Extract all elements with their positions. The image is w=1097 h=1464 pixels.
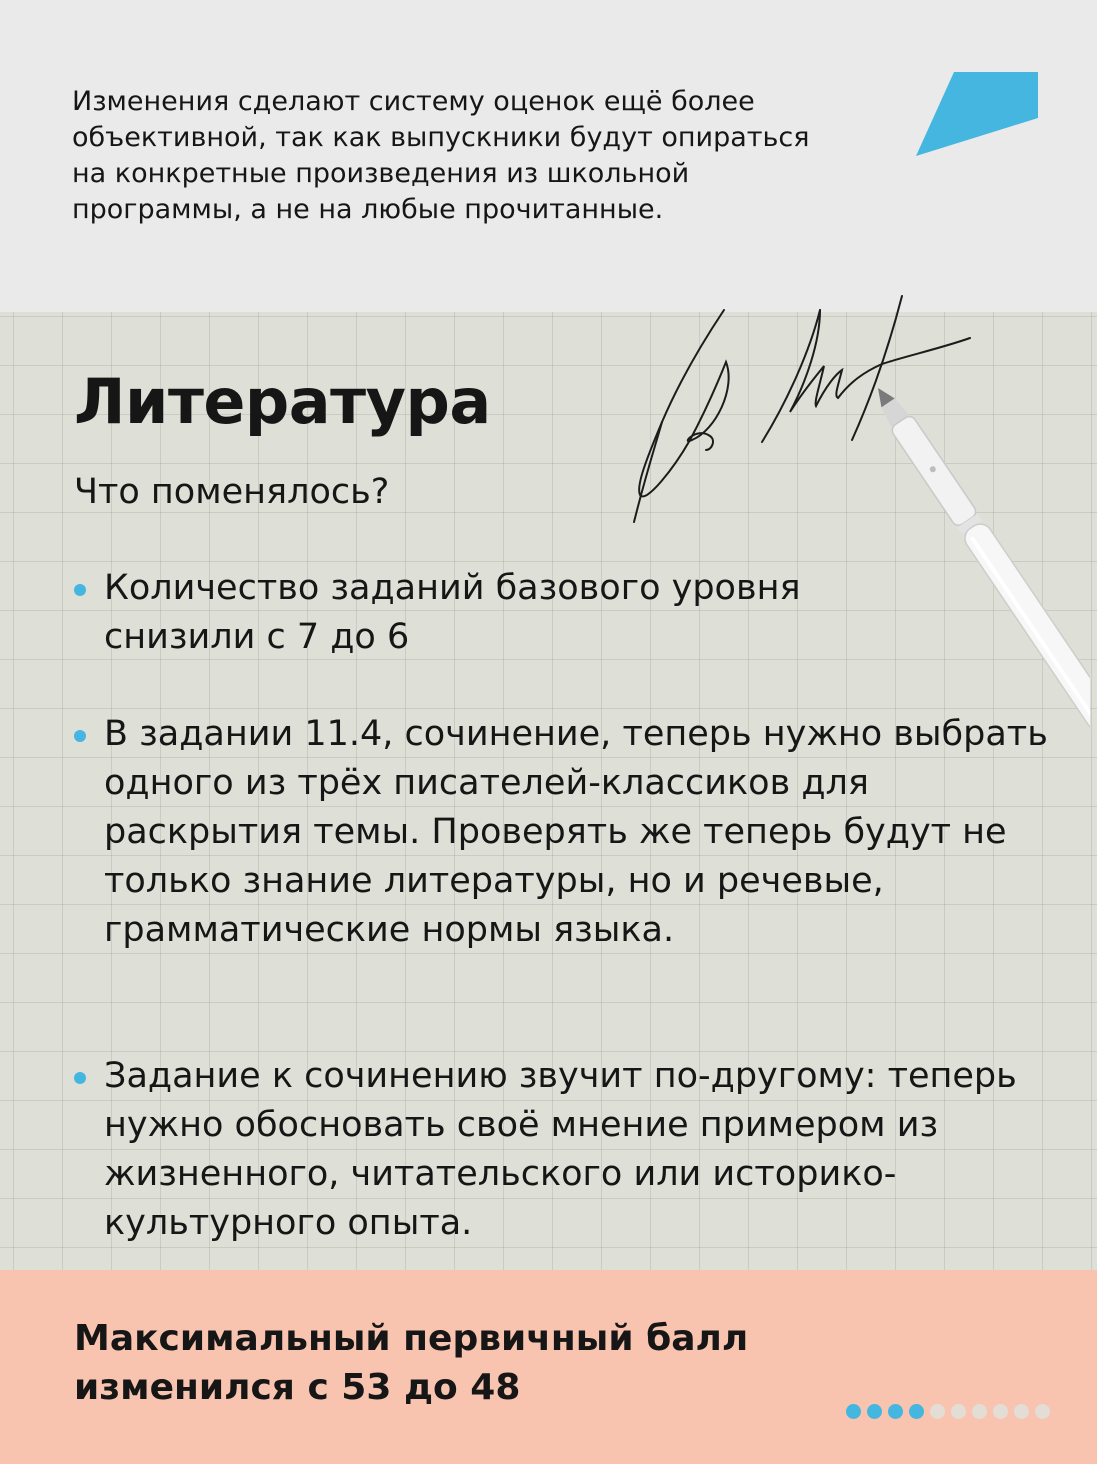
bullet-dot-icon	[74, 584, 86, 596]
page-indicator-dot	[993, 1404, 1008, 1419]
page-indicator-dot	[930, 1404, 945, 1419]
pagination-dots	[846, 1404, 1050, 1419]
page-indicator-dot	[909, 1404, 924, 1419]
bullet-dot-icon	[74, 730, 86, 742]
list-item	[74, 710, 1064, 955]
page-subtitle: Что поменялось?	[74, 472, 390, 512]
blue-parallelogram-shape	[916, 72, 1038, 156]
page-indicator-dot	[1035, 1404, 1050, 1419]
page-indicator-dot	[846, 1404, 861, 1419]
page-indicator-dot	[888, 1404, 903, 1419]
list-item	[74, 1052, 1064, 1248]
bullet-dot-icon	[74, 1072, 86, 1084]
page-indicator-dot	[1014, 1404, 1029, 1419]
list-item	[74, 564, 824, 662]
intro-text: Изменения сделают систему оценок ещё более объективной, так как выпускники будут опираться на конкретные произведения из школьной программы, а не на любые прочитанные.	[72, 86, 810, 225]
page-indicator-dot	[867, 1404, 882, 1419]
footer-text: Максимальный первичный балл изменился с 53 до 48	[74, 1318, 749, 1408]
page-indicator-dot	[972, 1404, 987, 1419]
page-indicator-dot	[951, 1404, 966, 1419]
list-item-text: В задании 11.4, сочинение, теперь нужно выбрать одного из трёх писателей-классиков для раскрытия темы. Проверять же теперь будут не только знание литературы, но и речевые, грамматические нормы языка.	[104, 714, 1048, 950]
list-item-text: Задание к сочинению звучит по-другому: теперь нужно обосновать своё мнение примером из жизненного, читательского или историко-культурного опыта.	[104, 1056, 1017, 1243]
signature-scribble	[634, 296, 970, 522]
page-title: Литература	[74, 365, 491, 438]
list-item-text: Количество заданий базового уровня снизили с 7 до 6	[104, 568, 801, 657]
